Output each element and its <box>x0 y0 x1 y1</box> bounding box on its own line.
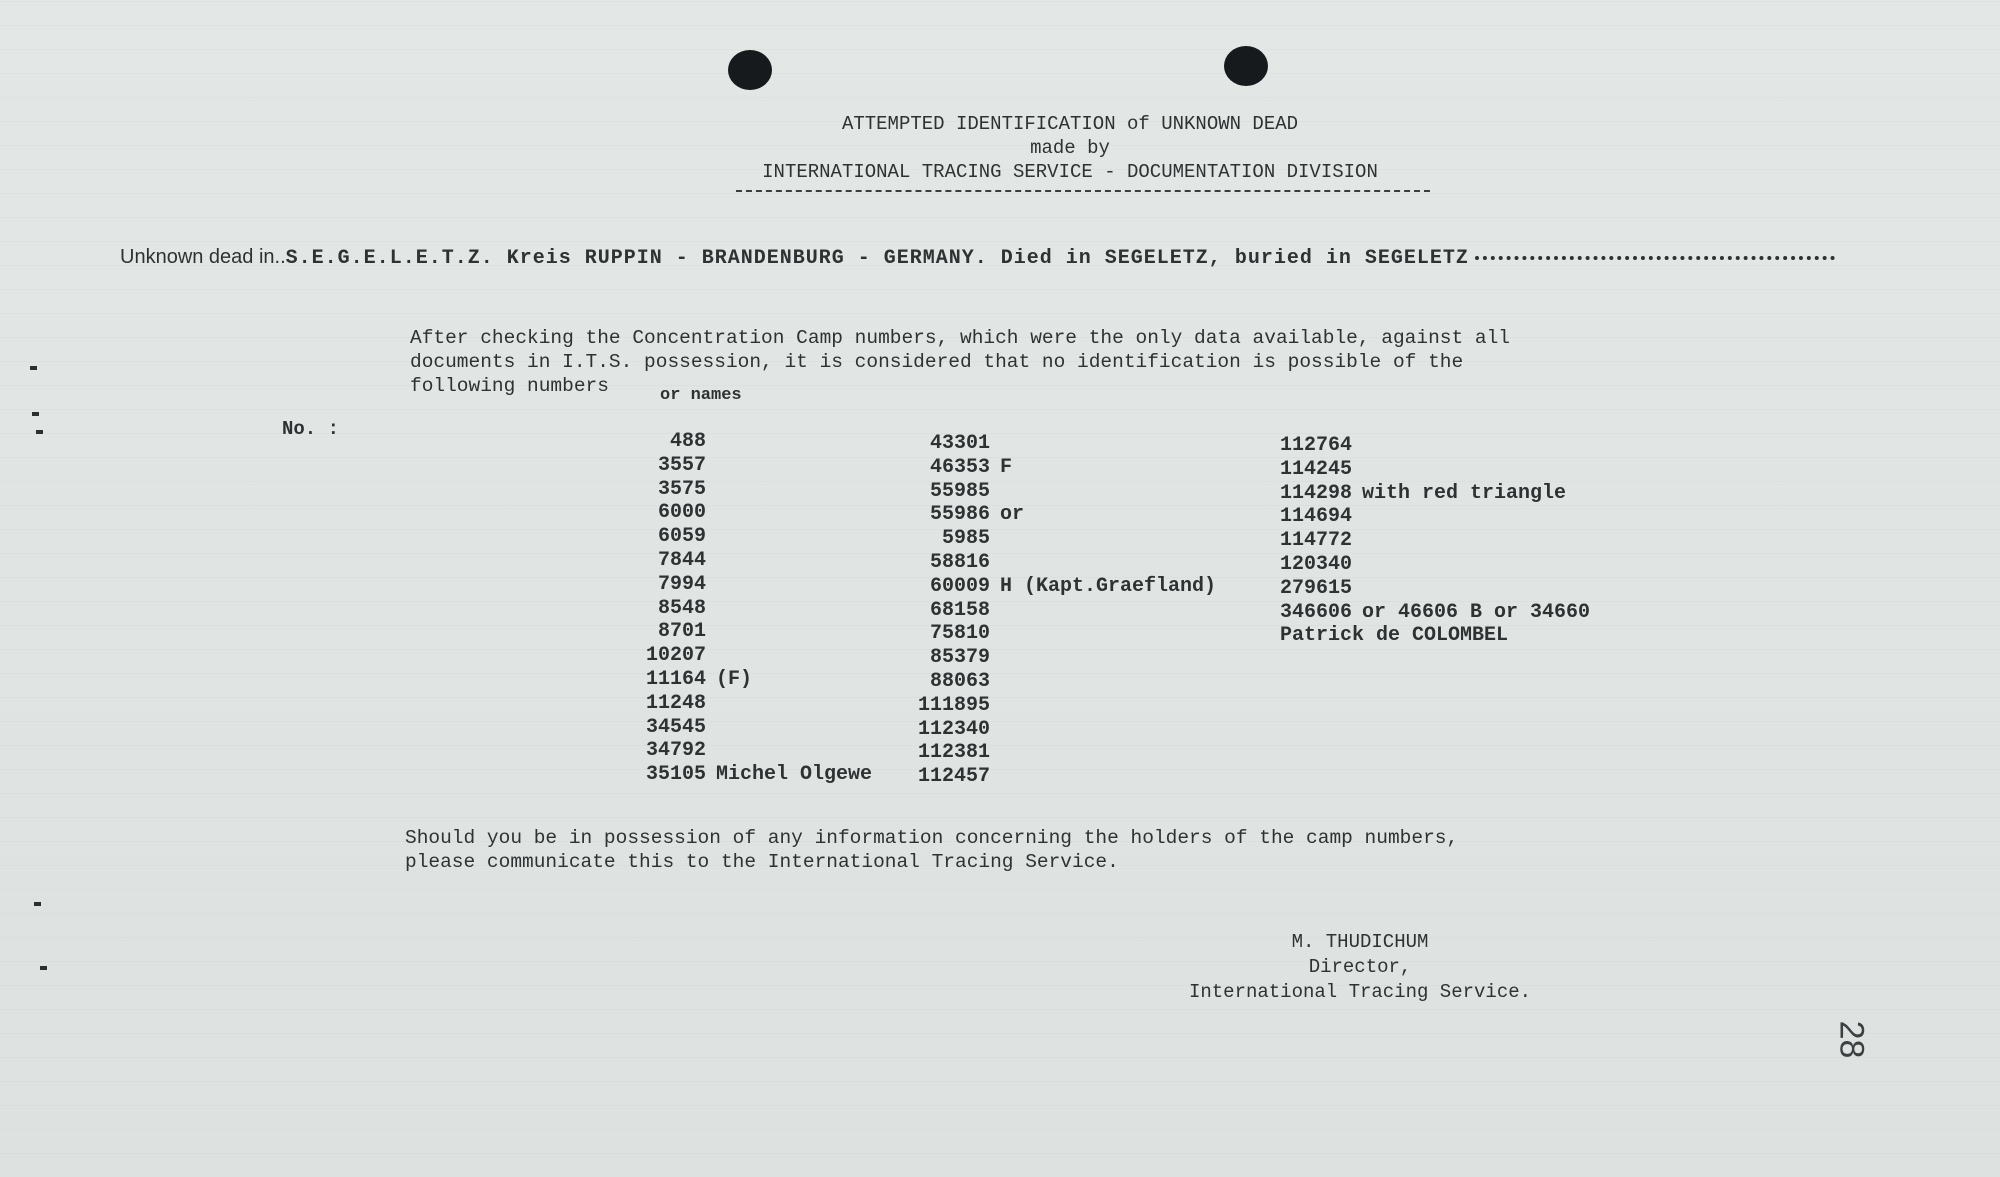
number-entry <box>1280 577 1590 601</box>
document-title <box>700 112 1440 192</box>
camp-number-note: (F) <box>716 667 753 691</box>
number-entry <box>630 716 872 740</box>
camp-number: 55985 <box>929 479 990 503</box>
number-label: No. : <box>282 418 340 440</box>
number-entry <box>1280 482 1590 506</box>
number-entry <box>630 597 872 621</box>
unknown-dead-lead: Unknown dead in.. <box>120 246 286 268</box>
camp-number-note: with red triangle <box>1362 481 1567 505</box>
number-entry <box>900 551 1216 575</box>
number-entry <box>1280 553 1590 577</box>
numbers-column-3 <box>1280 434 1590 648</box>
camp-number: 114694 <box>1280 505 1353 529</box>
number-entry <box>900 622 1216 646</box>
number-entry <box>630 525 872 549</box>
number-entry <box>900 741 1216 765</box>
camp-number: 346606 <box>1280 600 1353 624</box>
intro-line-1: After checking the Concentration Camp numbers, which were the only data available, against all <box>410 327 1510 349</box>
title-line-3: INTERNATIONAL TRACING SERVICE - DOCUMENTATION DIVISION <box>762 161 1378 183</box>
camp-number: 58816 <box>929 550 990 574</box>
camp-number: 114298 <box>1280 481 1353 505</box>
camp-number-note: H (Kapt.Graefland) <box>1000 574 1217 598</box>
number-entry <box>900 503 1216 527</box>
number-entry <box>630 501 872 525</box>
number-entry <box>630 478 872 502</box>
title-line-1: ATTEMPTED IDENTIFICATION of UNKNOWN DEAD <box>841 113 1299 135</box>
punch-hole-left <box>728 50 772 90</box>
title-underline <box>736 190 1430 192</box>
camp-number: 8701 <box>657 620 706 644</box>
number-entry <box>900 718 1216 742</box>
punch-hole-right <box>1224 46 1268 86</box>
intro-paragraph <box>410 326 1650 405</box>
margin-mark <box>30 366 37 370</box>
dotted-leader <box>1475 256 1835 260</box>
camp-number: 6059 <box>657 525 706 549</box>
camp-number: 46353 <box>929 455 990 479</box>
camp-number: 112457 <box>917 765 990 789</box>
intro-line-3: following numbers <box>410 375 609 397</box>
margin-mark <box>36 430 43 434</box>
camp-number: 68158 <box>929 598 990 622</box>
number-entry <box>1280 529 1590 553</box>
or-names-insert: or names <box>660 386 742 405</box>
number-entry <box>1280 458 1590 482</box>
camp-number: 114772 <box>1280 529 1353 553</box>
number-entry <box>630 549 872 573</box>
number-entry <box>900 765 1216 789</box>
number-entry <box>630 620 872 644</box>
camp-number: 5985 <box>941 527 990 551</box>
margin-mark <box>34 902 41 906</box>
signature-title: Director, <box>1308 956 1412 978</box>
camp-number: 43301 <box>929 432 990 455</box>
camp-number: 112764 <box>1280 434 1353 457</box>
unknown-dead-line <box>120 246 1900 270</box>
camp-number: 10207 <box>645 644 706 668</box>
camp-number: 6000 <box>657 501 706 525</box>
number-entry <box>630 644 872 668</box>
number-entry <box>630 430 872 454</box>
camp-number: 8548 <box>657 596 706 620</box>
camp-number: 7994 <box>657 572 706 596</box>
camp-number: 34545 <box>645 715 706 739</box>
camp-number: 3557 <box>657 453 706 477</box>
number-entry <box>1280 505 1590 529</box>
margin-mark <box>32 412 39 416</box>
numbers-column-1 <box>630 430 872 787</box>
camp-number: 11248 <box>645 691 706 715</box>
signature-org: International Tracing Service. <box>1188 981 1532 1003</box>
number-entry <box>630 668 872 692</box>
number-entry <box>630 763 872 787</box>
number-entry <box>900 646 1216 670</box>
camp-number: 35105 <box>645 763 706 787</box>
margin-mark <box>40 966 47 970</box>
camp-number: 88063 <box>929 669 990 693</box>
camp-number-note: Michel Olgewe <box>716 763 873 787</box>
numbers-column-2 <box>900 432 1216 789</box>
camp-number: Patrick de COLOMBEL <box>1280 624 1509 648</box>
number-entry <box>630 739 872 763</box>
camp-number: 112381 <box>917 741 990 765</box>
camp-number-note: F <box>1000 455 1013 479</box>
camp-number: 11164 <box>645 667 706 691</box>
camp-number: 3575 <box>657 477 706 501</box>
camp-number: 114245 <box>1280 457 1353 481</box>
title-line-2: made by <box>1030 137 1110 159</box>
number-entry <box>900 480 1216 504</box>
signature-name: M. THUDICHUM <box>1291 931 1429 953</box>
camp-number: 34792 <box>645 739 706 763</box>
intro-line-2: documents in I.T.S. possession, it is considered that no identification is possible of the <box>410 351 1464 373</box>
camp-number: 55986 <box>929 503 990 527</box>
number-entry <box>900 456 1216 480</box>
camp-number: 111895 <box>917 693 990 717</box>
number-entry <box>1280 434 1590 458</box>
number-entry <box>900 599 1216 623</box>
camp-number: 120340 <box>1280 552 1353 576</box>
number-entry <box>630 454 872 478</box>
number-entry <box>1280 624 1590 648</box>
camp-number: 7844 <box>657 548 706 572</box>
number-entry <box>1280 601 1590 625</box>
camp-number: 75810 <box>929 622 990 646</box>
camp-number-note: or 46606 B or 34660 <box>1362 600 1591 624</box>
closing-line-2: please communicate this to the International Tracing Service. <box>405 851 1119 873</box>
number-entry <box>900 694 1216 718</box>
unknown-dead-place: S.E.G.E.L.E.T.Z. Kreis RUPPIN - BRANDENBURG - GERMANY. Died in SEGELETZ, buried in SEGELETZ <box>285 247 1469 270</box>
number-entry <box>900 575 1216 599</box>
camp-number: 60009 <box>929 574 990 598</box>
number-entry <box>900 527 1216 551</box>
number-entry <box>630 573 872 597</box>
camp-number: 85379 <box>929 646 990 670</box>
closing-paragraph <box>405 826 1605 874</box>
number-entry <box>900 432 1216 456</box>
page-number: 28 <box>1832 1020 1871 1059</box>
camp-number: 279615 <box>1280 576 1353 600</box>
closing-line-1: Should you be in possession of any information concerning the holders of the camp numbers, <box>405 827 1459 849</box>
signature-block <box>1150 930 1570 1005</box>
camp-number: 488 <box>669 430 706 453</box>
camp-number-note: or <box>1000 503 1025 527</box>
camp-number: 112340 <box>917 717 990 741</box>
number-entry <box>900 670 1216 694</box>
number-entry <box>630 692 872 716</box>
